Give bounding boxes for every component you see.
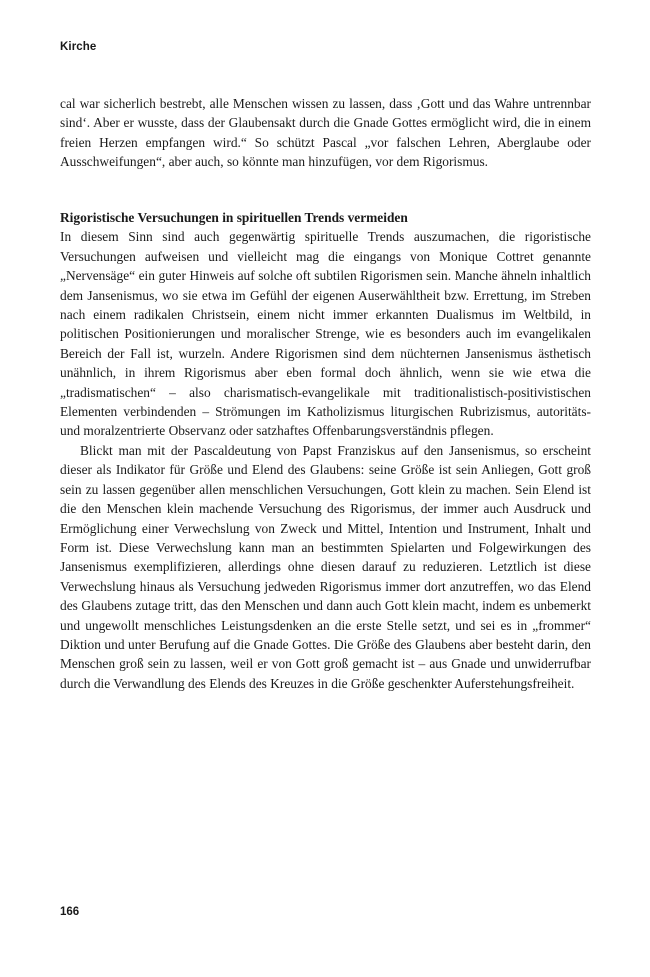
body-section	[60, 208, 591, 693]
running-head: Kirche	[60, 41, 97, 53]
intro-paragraph: cal war sicherlich bestrebt, alle Menschen wissen zu lassen, dass ‚Gott und das Wahre untrennbar sind‘. Aber er wusste, dass der Glaubensakt durch die Gnade Gottes ermöglicht wird, die in einem freien Herzen empfangen wird.“ So schützt Pascal „vor falschen Lehren, Aberglaube oder Ausschweifungen“, aber auch, so könnte man hinzufügen, vor dem Rigorismus.	[60, 96, 591, 170]
page-number: 166	[60, 906, 80, 918]
section-heading: Rigoristische Versuchungen in spirituellen Trends vermeiden	[60, 210, 408, 225]
section-paragraph-1: In diesem Sinn sind auch gegenwärtig spirituelle Trends auszumachen, die rigoristische Versuchungen aufweisen und vielleicht mag die eingangs von Monique Cottret genannte „Nervensäge“ ein guter Hinweis auf solche oft subtilen Rigorismen sein. Manche ähneln inhaltlich dem Jansenismus, wo sie etwa im Gefühl der eigenen Auserwähltheit bzw. Errettung, im Streben nach einem radikalen Christsein, einem nicht immer erkannten Dualismus im Weltbild, in politischen Positionierungen und moralischer Strenge, wie es besonders auch im evangelikalen Bereich der Fall ist, wurzeln. Andere Rigorismen sind dem nüchternen Jansenismus ästhetisch unähnlich, in ihrem Rigorismus aber eben formal doch ähnlich, wenn sie wie etwa die „tradismatischen“ – also charismatisch-evangelikale mit traditionalistisch-positivistischen Elementen verbindenden – Strömungen im Katholizismus liturgischen Rubrizismus, autoritäts- und moralzentrierte Observanz oder satzhaftes Offenbarungsverständnis pflegen.	[60, 229, 591, 439]
body-text-intro	[60, 94, 591, 172]
section-paragraph-2: Blickt man mit der Pascaldeutung von Papst Franziskus auf den Jansenismus, so erscheint dieser als Indikator für Größe und Elend des Glaubens: seine Größe ist sein Anliegen, Gott groß sein zu lassen gegenüber allen menschlichen Versuchungen, Gott klein zu machen. Sein Elend ist die den Menschen klein machende Versuchung des Rigorismus, der immer auch Ausdruck und Ermöglichung einer Verwechslung von Zweck und Mittel, Intention und Instrument, Inhalt und Form ist. Diese Verwechslung kann man an bestimmten Spielarten und Folgewirkungen des Jansenismus exemplifizieren, allerdings ohne diesen darauf zu reduzieren. Letztlich ist diese Verwechslung hinaus als Versuchung jedweden Rigorismus immer dort anzutreffen, wo das Elend des Glaubens zutage tritt, das den Menschen und dann auch Gott klein macht, indem es unbemerkt und ungewollt menschliches Leistungsdenken an die erste Stelle setzt, und sei es in „frommer“ Diktion und unter Berufung auf die Gnade Gottes. Die Größe des Glaubens aber besteht darin, den Menschen groß sein zu lassen, weil er von Gott groß gemacht ist – aus Gnade und unwiderrufbar durch die Verwandlung des Elends des Kreuzes in die Größe geschenkter Auferstehungsfreiheit.	[60, 442, 591, 691]
